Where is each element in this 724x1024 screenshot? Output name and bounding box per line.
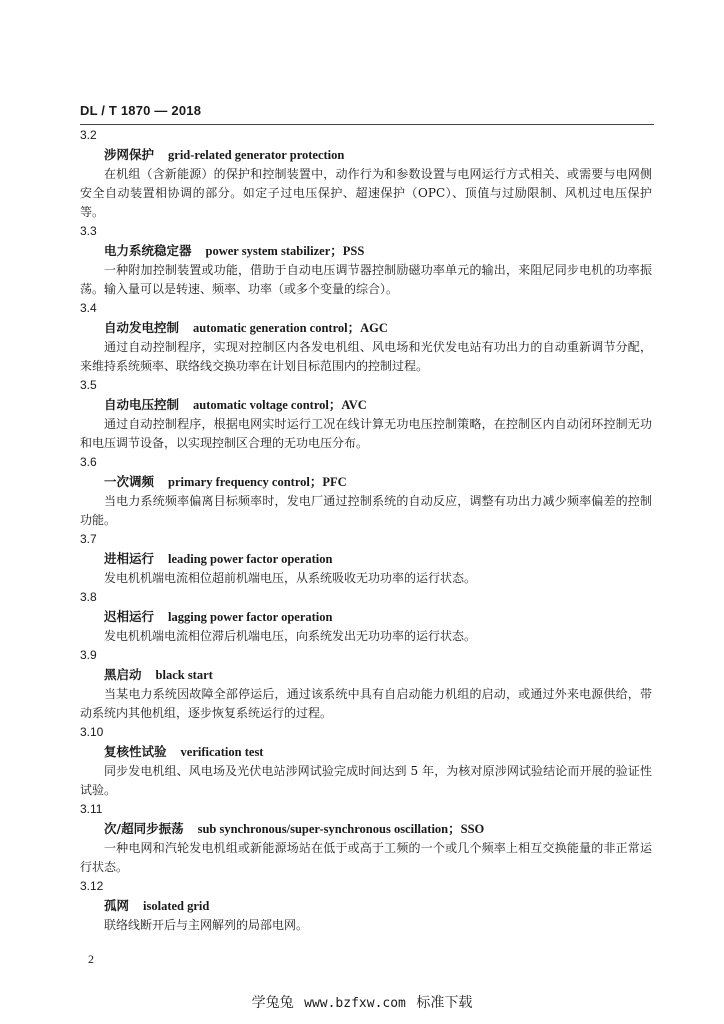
term-title bbox=[80, 742, 652, 762]
term-definition: 当某电力系统因故障全部停运后，通过该系统中具有自启动能力机组的启动，或通过外来电源供给，带动系统内其他机组，逐步恢复系统运行的过程。 bbox=[80, 687, 652, 720]
terms-section bbox=[80, 126, 652, 935]
term-title-en: lagging power factor operation bbox=[168, 610, 333, 624]
term-title-zh: 孤网 bbox=[104, 898, 130, 913]
term-title-zh: 自动发电控制 bbox=[104, 320, 180, 335]
term-number: 3.7 bbox=[80, 532, 97, 546]
header-divider bbox=[80, 124, 654, 125]
term-number: 3.9 bbox=[80, 648, 97, 662]
term-title bbox=[80, 241, 652, 261]
term-number: 3.11 bbox=[80, 802, 103, 816]
term-number: 3.4 bbox=[80, 301, 97, 315]
term-title-zh: 一次调频 bbox=[104, 474, 155, 489]
term-title-en: power system stabilizer；PSS bbox=[205, 244, 365, 258]
term-title-zh: 涉网保护 bbox=[104, 147, 155, 162]
term-entry bbox=[80, 376, 652, 453]
term-definition: 当电力系统频率偏离目标频率时，发电厂通过控制系统的自动反应，调整有功出力减少频率偏差的控制功能。 bbox=[80, 494, 652, 527]
term-entry bbox=[80, 800, 652, 877]
term-definition: 一种电网和汽轮发电机组或新能源场站在低于或高于工频的一个或几个频率上相互交换能量的非正常运行状态。 bbox=[80, 841, 652, 874]
term-definition: 一种附加控制装置或功能，借助于自动电压调节器控制励磁功率单元的输出，来阻尼同步电机的功率振荡。输入量可以是转速、频率、功率（或多个变量的综合）。 bbox=[80, 263, 652, 296]
term-title-en: sub synchronous/super-synchronous oscillation；SSO bbox=[197, 822, 485, 836]
term-definition: 在机组（含新能源）的保护和控制装置中，动作行为和参数设置与电网运行方式相关、或需要与电网侧安全自动装置相协调的部分。如定子过电压保护、超速保护（OPC）、顶值与过励限制、风机过电压保护等。 bbox=[80, 167, 652, 219]
term-title-en: grid-related generator protection bbox=[168, 148, 345, 162]
term-title bbox=[80, 395, 652, 415]
page-number: 2 bbox=[88, 952, 94, 966]
watermark-url[interactable]: www.bzfxw.com bbox=[304, 996, 406, 1011]
term-title-en: verification test bbox=[180, 745, 264, 759]
term-title-en: leading power factor operation bbox=[168, 552, 333, 566]
term-number: 3.5 bbox=[80, 378, 97, 392]
term-entry bbox=[80, 453, 652, 530]
term-entry bbox=[80, 877, 652, 935]
term-title bbox=[80, 472, 652, 492]
term-number: 3.12 bbox=[80, 879, 104, 893]
term-title-en: isolated grid bbox=[143, 899, 210, 913]
term-title-zh: 迟相运行 bbox=[104, 609, 155, 624]
term-title bbox=[80, 318, 652, 338]
term-title bbox=[80, 145, 652, 165]
term-entry bbox=[80, 530, 652, 588]
term-title-en: primary frequency control；PFC bbox=[168, 475, 347, 489]
term-title bbox=[80, 607, 652, 627]
term-number: 3.3 bbox=[80, 224, 97, 238]
term-title-zh: 电力系统稳定器 bbox=[104, 243, 192, 258]
term-title-en: automatic generation control；AGC bbox=[193, 321, 388, 335]
term-title bbox=[80, 549, 652, 569]
term-number: 3.8 bbox=[80, 590, 97, 604]
standard-code-header: DL / T 1870 — 2018 bbox=[80, 103, 202, 118]
term-entry bbox=[80, 299, 652, 376]
term-definition: 发电机机端电流相位滞后机端电压，向系统发出无功功率的运行状态。 bbox=[104, 629, 477, 643]
term-number: 3.6 bbox=[80, 455, 97, 469]
watermark-site-name: 学兔兔 bbox=[251, 995, 294, 1011]
term-entry bbox=[80, 588, 652, 646]
term-title-zh: 复核性试验 bbox=[104, 744, 167, 759]
term-title bbox=[80, 819, 652, 839]
term-title-zh: 次/超同步振荡 bbox=[104, 821, 184, 836]
term-definition: 发电机机端电流相位超前机端电压，从系统吸收无功功率的运行状态。 bbox=[104, 571, 477, 585]
term-title-zh: 黑启动 bbox=[104, 667, 142, 682]
term-title-en: automatic voltage control；AVC bbox=[193, 398, 367, 412]
term-definition: 联络线断开后与主网解列的局部电网。 bbox=[104, 918, 309, 932]
term-title bbox=[80, 665, 652, 685]
watermark-tagline: 标准下载 bbox=[416, 995, 473, 1011]
term-entry bbox=[80, 646, 652, 723]
term-number: 3.2 bbox=[80, 128, 97, 142]
term-entry bbox=[80, 222, 652, 299]
term-entry bbox=[80, 723, 652, 800]
watermark-footer bbox=[0, 992, 724, 1012]
term-definition: 通过自动控制程序，根据电网实时运行工况在线计算无功电压控制策略，在控制区内自动闭环控制无功和电压调节设备，以实现控制区合理的无功电压分布。 bbox=[80, 417, 652, 450]
term-title-zh: 自动电压控制 bbox=[104, 397, 180, 412]
term-entry bbox=[80, 126, 652, 222]
term-number: 3.10 bbox=[80, 725, 104, 739]
term-definition: 同步发电机组、风电场及光伏电站涉网试验完成时间达到 5 年，为核对原涉网试验结论而开展的验证性试验。 bbox=[80, 764, 652, 797]
term-title bbox=[80, 896, 652, 916]
term-title-en: black start bbox=[155, 668, 213, 682]
term-title-zh: 进相运行 bbox=[104, 551, 155, 566]
term-definition: 通过自动控制程序，实现对控制区内各发电机组、风电场和光伏发电站有功出力的自动重新调节分配，来维持系统频率、联络线交换功率在计划目标范围内的控制过程。 bbox=[80, 340, 652, 373]
